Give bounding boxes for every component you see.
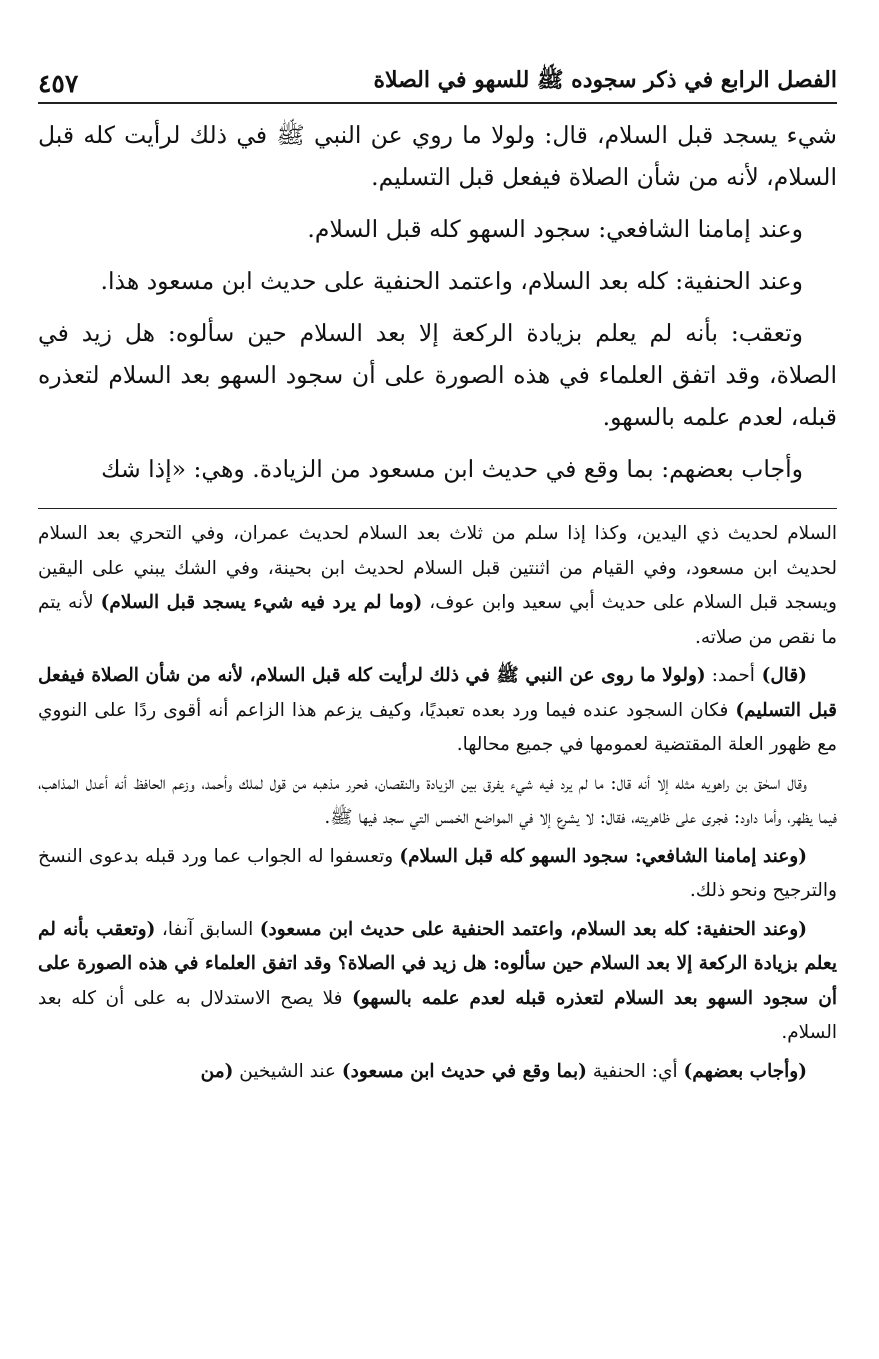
text-run: وتعسفوا له الجواب عما ورد قبله بدعوى النسخ والترجيح ونحو ذلك.	[38, 845, 837, 901]
text-run: أي: الحنفية	[586, 1060, 684, 1082]
quoted-text: (وتعقب بأنه لم يعلم بزيادة الركعة إلا بعد السلام حين سألوه: هل زيد في الصلاة؟ وقد اتفق العلماء في هذه الصورة على أن سجود السهو بعد السلام لتعذره قبله لعدم علمه بالسهو)	[38, 918, 837, 1009]
quoted-text: (وما لم يرد فيه شيء يسجد قبل السلام)	[100, 592, 423, 613]
text-run: وعند الحنفية: كله بعد السلام، واعتمد الحنفية على حديث ابن مسعود هذا.	[100, 267, 803, 295]
main-text	[38, 114, 837, 490]
text-run: وعند إمامنا الشافعي: سجود السهو كله قبل السلام.	[307, 215, 803, 243]
main-paragraph	[38, 260, 837, 302]
commentary-paragraph	[38, 1055, 837, 1090]
quoted-text: (قال)	[754, 665, 807, 686]
quoted-text: (بما وقع في حديث ابن مسعود)	[341, 1060, 587, 1082]
text-run: فكان السجود عنده فيما ورد بعده تعبديًا، وكيف يزعم هذا الزاعم أنه أقوى ردًا على النووي مع ظهور العلة المقتضية لعمومها في جميع محالها.	[38, 699, 837, 755]
main-paragraph	[38, 448, 837, 490]
main-paragraph	[38, 208, 837, 250]
text-run: لأنه يتم ما نقص من صلاته.	[38, 592, 837, 648]
text-run: شيء يسجد قبل السلام، قال: ولولا ما روي عن النبي ﷺ في ذلك لرأيت كله قبل السلام، لأنه من شأن الصلاة فيفعل قبل التسليم.	[38, 121, 838, 191]
quoted-text: (ولولا ما روى عن النبي ﷺ في ذلك لرأيت كله قبل السلام، لأنه من شأن الصلاة فيفعل قبل التسليم)	[38, 665, 837, 721]
text-run: أحمد:	[705, 665, 755, 686]
main-paragraph	[38, 312, 837, 438]
text-run: السابق آنفا،	[155, 918, 260, 940]
text-run: وقال اسحٰق بن راهويه مثله إلا أنه قال: ما لم يرد فيه شيء يفرق بين الزيادة والنقصان، فحرر مذهبه من قول لملك وأحمد، وزعم الحافظ أنه أعدل المذاهب، فيما يظهر، وأما داود: فجرى على ظاهريته، فقال: لا يشرع إلا في المواضع الخمس التي سجد فيها ﷺ.	[38, 772, 837, 828]
quoted-text: (وعند إمامنا الشافعي: سجود السهو كله قبل السلام)	[399, 845, 807, 867]
text-run: السلام لحديث ذي اليدين، وكذا إذا سلم من ثلاث بعد السلام لحديث عمران، وفي التحري بعد السلام لحديث ابن مسعود، وفي القيام من اثنتين قبل السلام لحديث ابن بحينة، وفي الشك يبني على اليقين ويسجد قبل السلام على حديث أبي سعيد وابن عوف،	[38, 523, 837, 613]
commentary-section	[38, 517, 837, 1089]
text-run: وتعقب: بأنه لم يعلم بزيادة الركعة إلا بعد السلام حين سألوه: هل زيد في الصلاة، وقد اتفق العلماء في هذه الصورة على أن سجود السهو بعد السلام لتعذره قبله، لعدم علمه بالسهو.	[38, 319, 837, 431]
quoted-text: (من	[200, 1060, 234, 1082]
commentary-paragraph	[38, 840, 837, 909]
text-run: وأجاب بعضهم: بما وقع في حديث ابن مسعود من الزيادة. وهي: «إذا شك	[101, 455, 803, 483]
quoted-text: (وعند الحنفية: كله بعد السلام، واعتمد الحنفية على حديث ابن مسعود)	[259, 918, 807, 940]
text-run: عند الشيخين	[233, 1060, 342, 1082]
running-header	[38, 58, 837, 104]
footnote-separator	[38, 508, 837, 509]
page-number: ٤٥٧	[38, 69, 79, 98]
chapter-title: الفصل الرابع في ذكر سجوده ﷺ للسهو في الصلاة	[373, 67, 837, 93]
text-run: فلا يصح الاستدلال به على أن كله بعد السلام.	[38, 987, 837, 1043]
commentary-paragraph	[38, 517, 837, 655]
main-paragraph	[38, 114, 837, 198]
commentary-paragraph	[38, 913, 837, 1051]
commentary-paragraph	[38, 659, 837, 763]
quoted-text: (وأجاب بعضهم)	[683, 1060, 807, 1082]
commentary-paragraph	[38, 767, 837, 836]
